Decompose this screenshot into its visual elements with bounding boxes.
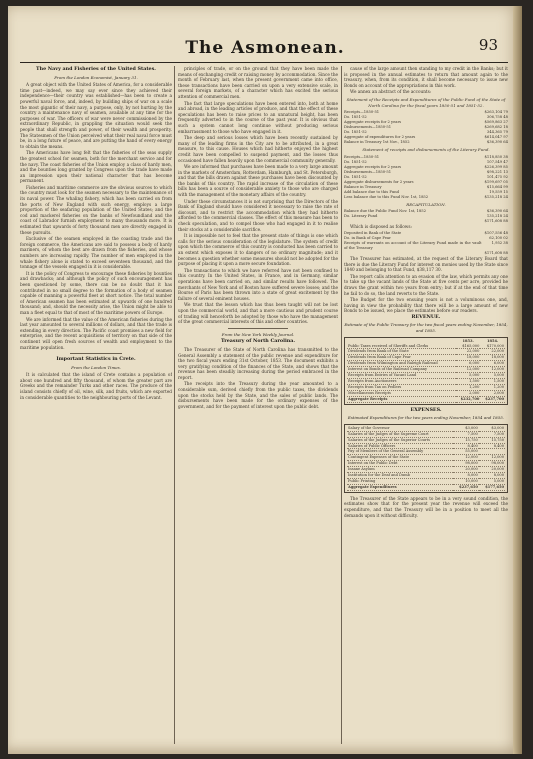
ledger-amount: $118,850 38 [484, 154, 508, 159]
ledger-amount: $135,218 24 [484, 194, 508, 199]
ledger-balance [344, 140, 508, 145]
table-cell-amount: 98,000 [479, 461, 505, 467]
table-cell-amount: 15,750 [453, 437, 479, 443]
article-source: From the London Times. [71, 364, 121, 370]
table-title: EXPENSES. [410, 406, 442, 413]
paragraph: The Treasurer of the State appears to be in a very sound condition, the estimates show that for the present year the revenue will exceed the expenditure, and that the Treasury will be in a position to meet all the demands upon it without difficulty. [344, 495, 508, 518]
ledger-label: Balance due the Public Fund Nov. 1st, 1852 [344, 209, 426, 214]
table-cell-amount: 1,500 [456, 379, 481, 385]
table-cell-label: Miscellaneous Receipts [347, 390, 456, 396]
ledger-amount: $171,608 88 [484, 219, 508, 224]
table-cell-label: Dividends from Bank of Cape Fear [347, 355, 456, 361]
ledger-amount: 19,559 15 [489, 189, 508, 194]
ledger-label: Do. Literary Fund [344, 214, 378, 219]
table-total-amount: $237,700 [480, 396, 505, 402]
paragraph: The deep and serious losses which have been recently sustained by many of the leading firms in the City are to be attributed, in a great measure, to this cause. Houses which had hitherto enjoyed the highest credit have been compelled to suspend payment, and the losses thus occasioned have fallen heavily upon the commercial community generally. [178, 135, 338, 163]
paragraph: We annex an abstract of the accounts: [350, 89, 432, 95]
table-cell-amount: 20,000 [479, 467, 505, 473]
recap-title: RECAPITULATION. [406, 201, 446, 207]
table-cell-amount: 8,000 [453, 473, 479, 479]
table-cell-amount: 2,000 [456, 390, 481, 396]
ledger-amount: $171,608 88 [484, 250, 508, 255]
table-total-label: Aggregate Receipts [347, 396, 456, 402]
ledger-amount: 344,365 79 [486, 130, 508, 135]
table-cell-label: Interest on Bonds of the Railroad Company [347, 367, 456, 373]
table-cell-label: Pay of Members of the General Assembly [347, 449, 453, 455]
ledger-label: Add balance due to this Fund [344, 189, 400, 194]
ledger-amount: 306,758 48 [486, 115, 508, 120]
article-heading: Treasury of North Carolina. [220, 338, 296, 345]
table-cell-label: Public Printing [347, 478, 453, 484]
column-rule [341, 66, 342, 744]
paragraph: The Budget for the two ensuing years is not a voluminous one, and, having in view the probability that there will be a large amount of new Bonds to be issued, we place the estimates before our readers. [344, 297, 508, 314]
table-cell-label: Salary of the Governor [347, 426, 453, 431]
table-cell-amount: 22,000 [456, 349, 481, 355]
ledger-label: Do. 1851-52 [344, 115, 367, 120]
table-cell-amount: 6,000 [480, 361, 505, 367]
article-divider [70, 353, 122, 354]
ledger-label: Less balance due to this Fund Nov. 1st, 1852 [344, 194, 429, 199]
article-body [178, 66, 338, 325]
table-cell-amount: 15,750 [479, 437, 505, 443]
revenue-table-box [344, 337, 508, 405]
table-cell-label: Dividends from Wilmington and Raleigh Railroad [347, 361, 456, 367]
paragraph: cause of the large amount then standing to my credit in the Banks; but it is proposed in the annual estimates to return that amount again to the treasury, when, from its condition, it shall become necessary to issue new Bonds on account of the appropriations in this work. [344, 66, 508, 88]
ledger-label: Do. 1851-52 [344, 159, 367, 164]
ledger-label: Aggregate disbursements for 2 years [344, 179, 414, 184]
ledger-amount: $263,104 79 [484, 110, 508, 115]
table-cell-label: Salaries of Public Officers [347, 443, 453, 449]
table-cell-amount: $165,000 [456, 344, 481, 349]
page-number: 93 [478, 36, 498, 54]
column-3 [344, 66, 508, 746]
ledger-label: Do. in Bank of Cape Fear [344, 235, 391, 240]
ledger-label: Disbursements—1850-51 [344, 169, 392, 174]
expense-table [347, 426, 505, 491]
table-cell-label: Public Taxes received of Sheriffs and Clerks [347, 344, 456, 349]
ledger-amount: 135,218 24 [486, 214, 508, 219]
article-body [20, 372, 172, 400]
ledger-literary-balance [344, 185, 508, 200]
paragraph: Exclusive of the seamen employed in the coasting trade and the foreign commerce, the Americans are said to possess a body of hardy mariners, of whom the best are drawn from the fisheries, and whose numbers are increasing rapidly. The number of men employed in the whale fishery alone is stated to exceed seventeen thousand, and the tonnage of the vessels engaged in it is considerable. [20, 236, 172, 270]
article-body [178, 347, 338, 410]
masthead-rule [20, 62, 508, 63]
ledger-amount: $614,047 97 [484, 135, 508, 140]
ledger-label: Aggregate receipts for 2 years [344, 164, 402, 169]
table-cell-amount: 12,000 [453, 455, 479, 461]
ledger-disposition [344, 231, 508, 256]
ledger-label: Balance in Treasury [344, 184, 382, 189]
table-cell-label: Receipts from Tax on Pedlers [347, 384, 456, 390]
ledger-amount: $15,664 99 [486, 184, 508, 189]
table-total-amount: $177,650 [479, 484, 505, 490]
newspaper-title: The Asmonean. [185, 38, 345, 58]
ledger-label: Receipts of warrants on account of the Literary Fund made in the vault of the Treasury [344, 240, 482, 250]
article-heading: Important Statistics in Crete. [56, 356, 136, 363]
table-cell-label: Salaries of the Judges of the Supreme Court [347, 431, 453, 437]
table-cell-label: Receipts from Entries of Vacant Land [347, 373, 456, 379]
ledger-label: Deposited in Bank of the State [344, 230, 402, 235]
column-1 [20, 66, 172, 746]
table-cell-amount: 98,000 [453, 461, 479, 467]
article-body [20, 82, 172, 350]
table-cell-label: Insane Asylum [347, 467, 453, 473]
table-cell-amount: 12,000 [456, 367, 481, 373]
column-2 [178, 66, 338, 746]
table-cell-amount: $3,000 [479, 426, 505, 431]
ledger-amount: $107,556 48 [484, 230, 508, 235]
statement-title: Statement of receipts and disbursements of the Literary Fund. [362, 147, 490, 153]
table-cell-amount: 22,000 [480, 349, 505, 355]
ledger-label: Do. 1851-52 [344, 174, 367, 179]
paragraph: We trust that the lesson which has thus been taught will not be lost upon the commercial world, and that a more cautious and prudent course of trading will henceforth be adopted by those who have the management of the great commercial interests of this and other countries. [178, 302, 338, 325]
ledger-label: Aggregate receipts for 2 years [344, 120, 402, 125]
article-body [344, 66, 508, 95]
ledger-amount: $199,697 05 [484, 179, 508, 184]
table-cell-amount: 8,000 [479, 473, 505, 479]
paragraph: The Treasurer has estimated, at the request of the Literary Board that there is due the Literary Fund for interest on monies used by the State since 1840 and belonging to that Fund, $38,117 30. [344, 255, 508, 273]
paragraph: It is the policy of Congress to encourage these fisheries by bounties and drawbacks; and although the policy of such encouragement has been questioned by some, there can be no doubt that it has contributed in no small degree to the formation of a body of seamen capable of manning a powerful fleet at short notice. The total number of American seamen has been estimated at upwards of one hundred thousand; and, should the necessity arise, the Union might be able to man a fleet equal to that of most of the maritime powers of Europe. [20, 270, 172, 315]
ledger-amount: 101,475 92 [486, 174, 508, 179]
paragraph: principles of trade, or on the ground that they have been made the means of exchanging credit or raising money by accommodation. Since the month of February last, when the present government came into office, these transactions have been carried on upon a very extensive scale, in several foreign markets, of a character which has excited the serious attention of commercial men. [178, 66, 338, 99]
table-title: REVENUE. [411, 313, 441, 320]
table-cell-amount: 10,000 [453, 478, 479, 484]
table-header-cell: 1853. [462, 338, 474, 343]
paragraph: We are informed that the value of the American fisheries during the last year amounted to several millions of dollars, and that the trade is extending in every direction. The Pacific coast promises a new field for enterprise, and the recent acquisitions of territory on that side of the continent will open fresh sources of wealth and employment to the maritime population. [20, 316, 172, 350]
table-cell-amount: 18,000 [456, 355, 481, 361]
table-cell-amount: 18,000 [480, 355, 505, 361]
table-header-cell: 1854. [487, 338, 499, 343]
article-body [344, 496, 508, 518]
ledger-label: Do. 1851-52 [344, 130, 367, 135]
ledger-label: Aggregate of expenditures for 2 years [344, 135, 416, 140]
column-rule [174, 66, 175, 744]
paragraph: We are informed that purchases have been made to a very large amount in the markets of Amsterdam, Rotterdam, Hamburgh, and St. Petersburgh, and that the bills drawn against these purchases have been discounted by the banks of this country. The rapid increase of the circulation of these bills has been a source of considerable anxiety to those who are charged with the management of the monetary affairs of the country. [178, 164, 338, 198]
ledger-amount: $36,390 64 [486, 209, 508, 214]
book-spine-edge [513, 6, 522, 754]
ledger-amount: $36,390 64 [486, 140, 508, 145]
table-cell-amount: 5,000 [480, 373, 505, 379]
article-source: From the New York Weekly Journal. [221, 331, 295, 337]
table-cell-amount: 20,000 [453, 467, 479, 473]
table-cell-amount: 7,500 [479, 431, 505, 437]
table-cell-amount: $170,000 [480, 344, 505, 349]
ledger-label: Receipts—1850-51 [344, 110, 380, 115]
table-total-row [347, 484, 505, 490]
statement-title: Statement of the Receipts and Expenditures of the Public Fund of the State of North Carolina for the fiscal years 1850-51 and 1851-52. [346, 96, 506, 108]
paragraph: The receipts into the Treasury during the year amounted to a considerable sum, derived chiefly from the public taxes, the dividends upon the stocks held by the State, and the sales of public lands. The disbursements have been made for the ordinary expenses of the government, and for the payment of interest upon the public debt. [178, 381, 338, 409]
paragraph: Under these circumstances it is not surprising that the Directors of the Bank of England should have considered it necessary to raise the rate of discount, and to restrict the accommodation which they had hitherto afforded to the commercial classes. The effect of this measure has been to check speculation, and to compel those who had engaged in it to realise their stocks at a considerable sacrifice. [178, 198, 338, 232]
ledger-literary-fund [344, 155, 508, 185]
table-cell-amount: 2,000 [480, 390, 505, 396]
table-total-label: Aggregate Expenditures [347, 484, 453, 490]
table-cell-label: Contingent Expenses of the State [347, 455, 453, 461]
ledger-row [344, 195, 508, 200]
table-total-amount: $232,700 [456, 396, 481, 402]
table-cell-amount: 1,200 [480, 384, 505, 390]
paragraph: Fisheries and maritime commerce are the obvious sources to which the country must look for the seamen necessary to the maintenance of its naval power. The whaling fishery, which has been carried on from the ports of New England with such energy, employs a large proportion of the seafaring population of the United States; and the cod and mackerel fisheries on the banks of Newfoundland and the coast of Labrador furnish employment to many thousands more. It is estimated that upwards of forty thousand men are directly engaged in these pursuits. [20, 184, 172, 235]
table-cell-amount: 55,000 [453, 449, 479, 455]
table-total-row [347, 396, 505, 402]
masthead [8, 36, 522, 62]
paragraph: It is impossible not to feel that the present state of things is one which calls for the serious consideration of the legislature. The system of credit upon which the commerce of this country is conducted has been carried to an extent which exposes it to dangers of no ordinary magnitude; and it becomes a question whether some measures should not be adopted for the purpose of placing it upon a more secure foundation. [178, 233, 338, 267]
table-cell-amount: 12,000 [479, 455, 505, 461]
ledger-amount: 62,100 02 [489, 235, 508, 240]
article-source: From the London Economist, January 31. [54, 74, 138, 80]
ledger-amount: 1,952 38 [491, 240, 508, 245]
table-cell-amount: $3,000 [453, 426, 479, 431]
table-cell-label: Interest on the Public Debt [347, 461, 453, 467]
paragraph: A great object with the United States of America, for a considerable time past—indeed, we may say ever since they achieved their independence—their country was established—has been to create a powerful naval force, and, indeed, by building ships of war on a scale the most gigantic of their navy, a purpose, only, by not hurting by the country a maintenance navy of seamen, available at any time for the purposes of war. The officers of war were never commissioned by the extraordinary Republic, in grappling the situation would seek the people that shall strength and power, of their wealth and prosperity. The Statesmen of the Union perceived what their real naval force must be, in a long future of peace, and are putting the hand of every energy to obtain the means. [20, 82, 172, 149]
table-cell-label: Institution for the Deaf and Dumb [347, 473, 453, 479]
ledger-public-fund [344, 110, 508, 140]
ledger-row [344, 241, 508, 251]
ledger-intro: Which is disposed as follows: [350, 224, 412, 230]
article-divider [228, 328, 288, 329]
table-cell-amount: 5,000 [479, 478, 505, 484]
paragraph: The Treasurer of the State of North Carolina has transmitted to the General Assembly a statement of the public revenue and expenditure for the two fiscal years ending 31st October, 1853. The document exhibits a very gratifying condition of the finances of the State, and shows that the revenue has been steadily increasing during the period embraced in the report. [178, 346, 338, 380]
expense-table-box [344, 424, 508, 493]
paragraph: The fact that large speculations have been entered into, both at home and abroad, in the leading articles of produce, and that the effect of these speculations has been to raise prices to an unnatural height, has been frequently adverted to in the course of the past year. It is obvious that such a system cannot long continue without producing serious embarrassment to those who have engaged in it. [178, 100, 338, 134]
paragraph: It is calculated that the island of Crete contains a population of about one hundred and fifty thousand, of whom the greater part are Greeks and the remainder Turks and other races. The produce of the island consists chiefly of oil, wine, silk, and fruits, which are exported in considerable quantities to the neighbouring ports of the Levant. [20, 372, 172, 400]
article-heading: The Navy and Fisheries of the United States. [36, 66, 156, 72]
table-cell-label: Dividends from Bank of the State [347, 349, 456, 355]
newspaper-page [8, 6, 522, 754]
article-body [344, 256, 508, 314]
table-cell-amount: 5,000 [456, 373, 481, 379]
ledger-amount: $569,863 27 [484, 120, 508, 125]
revenue-table [347, 339, 505, 403]
table-cell-label: Receipts from Auctioneers [347, 379, 456, 385]
ledger-recap [344, 209, 508, 224]
table-cell-amount: 1,200 [456, 384, 481, 390]
table-subtitle: Estimated Expenditures for the two years ending November, 1854 and 1855. [347, 415, 505, 421]
ledger-row [344, 140, 508, 145]
table-cell-amount: 8,400 [453, 443, 479, 449]
table-total-amount: $237,650 [453, 484, 479, 490]
ledger-amount: $226,399 85 [484, 164, 508, 169]
paragraph: The Americans have long felt that the fisheries of the seas supply the greatest school for seamen, both for the merchant service and for the navy. The coast fisheries of the Union employ a class of hardy men, and the bounties long granted by Congress upon the trade have made an impression upon their national character that has become permanent. [20, 150, 172, 184]
ledger-amount: 107,549 47 [486, 159, 508, 164]
table-subtitle: Estimate of the Public Treasury for the two fiscal years ending November, 1854, and 1855. [344, 322, 508, 334]
table-cell-amount: 7,500 [453, 431, 479, 437]
ledger-label: Receipts—1850-51 [344, 154, 380, 159]
ledger-amount: $98,221 13 [486, 169, 508, 174]
table-cell-amount: 12,000 [480, 367, 505, 373]
paragraph: The transactions to which we have referred have not been confined to this country. In the United States, in France, and in Germany, similar operations have been carried on, and similar results have followed. The merchants of New York and of Boston have suffered severe losses; and the Bourse of Paris has been thrown into a state of great excitement by the failure of several eminent houses. [178, 267, 338, 301]
ledger-label: Disbursements—1850-51 [344, 125, 392, 130]
table-cell-amount: 1,500 [480, 379, 505, 385]
paragraph: The report calls attention to an evasion of the law, which permits any one to take up the vacant lands of the State at five cents per acre, provided he draws the grant within two years from entry; but if at the end of that time he fail to do so, the land reverts to the State. [344, 273, 508, 296]
table-cell-label: Salaries of the Judges of the Superior Courts [347, 437, 453, 443]
ledger-label: Balance in Treasury 1st Nov., 1852 [344, 140, 410, 145]
ledger-amount: $269,682 18 [484, 125, 508, 130]
table-cell-amount: 6,000 [456, 361, 481, 367]
table-cell-amount: 8,400 [479, 443, 505, 449]
